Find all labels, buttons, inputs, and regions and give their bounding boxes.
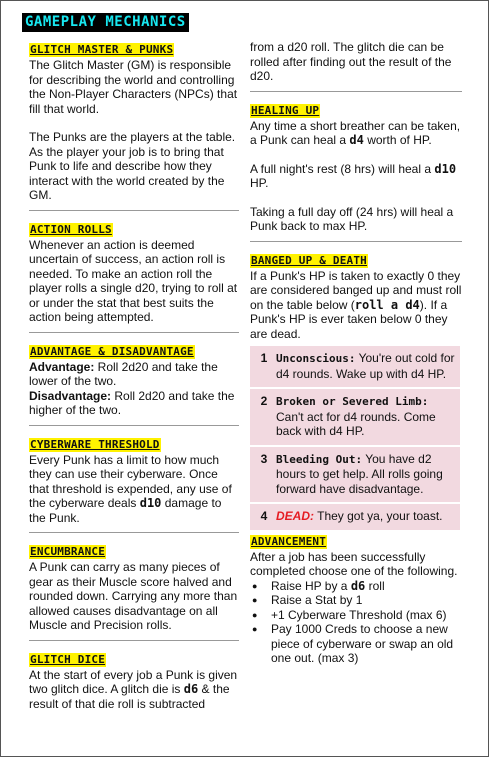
dice-value: d4 [349,133,364,147]
row-label: Broken or Severed Limb: [276,395,429,408]
left-column [29,40,239,711]
section-heading: ADVANTAGE & DISADVANTAGE [30,344,194,358]
page-title: GAMEPLAY MECHANICS [22,13,189,32]
paragraph: Advantage: Roll 2d20 and take the lower of the two. [29,359,218,388]
advancement-list [250,579,462,666]
section-encumbrance [29,542,239,633]
dice-value: d6 [183,682,199,696]
row-label: Unconscious: [276,352,356,365]
divider [29,210,239,211]
divider [250,241,462,242]
paragraph: Taking a full day off (24 hrs) will heal a Punk back to max HP. [250,204,454,233]
paragraph: Any time a short breather can be taken, a Punk can heal a d4 worth of HP. [250,118,461,147]
paragraph: Whenever an action is deemed uncertain of success, an action roll is needed. To make an action roll the player rolls a single d20, trying to roll at or under the stat that best suits the action being attempted. [29,237,238,324]
paragraph: At the start of every job a Punk is given two glitch dice. A glitch die is d6 & the result of that die roll is subtracted [29,667,238,711]
divider [29,425,239,426]
paragraph: The Glitch Master (GM) is responsible for describing the world and controlling the Non-Player Characters (NPCs) that fill that world. [29,58,238,116]
dice-value: d10 [434,161,457,176]
section-heading: ACTION ROLLS [30,222,112,236]
section-action-rolls [29,220,239,325]
table-row [250,447,460,505]
dice-value: d10 [139,496,162,510]
divider [250,91,462,92]
section-glitch-master [29,40,239,203]
paragraph: Every Punk has a limit to how much they can use their cyberware. Once that threshold is expended, any use of the cyberware deals d10 damage to the Punk. [29,452,232,525]
disadvantage-label: Disadvantage: [29,388,112,403]
row-text: DEAD: They got ya, your toast. [276,509,443,523]
banged-up-table [250,346,460,530]
section-heading: ENCUMBRANCE [30,545,106,558]
section-heading: CYBERWARE THRESHOLD [30,437,160,451]
list-item: ● Raise HP by a d6 roll [250,579,462,594]
list-item: ● Pay 1000 Creds to choose a new piece of cyberware or swap an old one out. (max 3) [250,622,462,666]
section-heading: GLITCH MASTER & PUNKS [30,43,174,56]
table-row [250,389,460,447]
list-item: ● +1 Cyberware Threshold (max 6) [250,608,462,623]
section-glitch-dice [29,650,239,712]
paragraph: The Punks are the players at the table. As the player your job is to bring that Punk to life and describe how they interact with the world created by the GM. [29,130,236,202]
dead-label: DEAD: [276,509,314,523]
paragraph: A Punk can carry as many pieces of gear as their Muscle score halved and rounded down. Carrying any more than allowed causes disadvantage on all Muscle and Precision rolls. [29,560,238,632]
section-heading: ADVANCEMENT [251,534,327,548]
row-text: Unconscious: You're out cold for d4 rounds. Wake up with d4 HP. [276,351,455,381]
section-cyberware [29,435,239,526]
section-heading: BANGED UP & DEATH [251,253,367,267]
list-item: ● Raise a Stat by 1 [250,593,462,608]
advantage-label: Advantage: [29,359,95,374]
section-heading: HEALING UP [251,103,320,117]
section-healing [250,101,462,234]
dice-value: d6 [350,578,366,593]
right-column [250,40,462,666]
section-banged-up [250,251,462,530]
dice-value: roll a d4 [354,297,420,312]
row-number: 4 [260,509,268,523]
table-row [250,346,460,389]
divider [29,640,239,641]
paragraph: If a Punk's HP is taken to exactly 0 they are considered banged up and must roll on the table below (roll a d4). If a Punk's HP is ever taken below 0 they are dead. [250,268,462,341]
divider [29,532,239,533]
section-heading: GLITCH DICE [30,652,106,666]
section-advancement [250,532,462,666]
row-text: Bleeding Out: You have d2 hours to get help. All rolls going forward have disadvantage. [276,451,443,496]
paragraph: Disadvantage: Roll 2d20 and take the higher of the two. [29,388,235,417]
paragraph-continued: from a d20 roll. The glitch die can be rolled after finding out the result of the d20. [250,40,452,83]
row-number: 3 [260,451,268,466]
section-advantage [29,342,239,418]
row-text: Broken or Severed Limb: Can't act for d4 rounds. Come back with d4 HP. [276,395,436,438]
row-number: 2 [260,394,268,408]
paragraph: After a job has been successfully completed choose one of the following. [250,549,458,578]
paragraph: A full night's rest (8 hrs) will heal a d10 HP. [250,161,457,190]
divider [29,332,239,333]
row-number: 1 [260,351,268,365]
row-label: Bleeding Out: [276,452,363,466]
table-row [250,504,460,530]
